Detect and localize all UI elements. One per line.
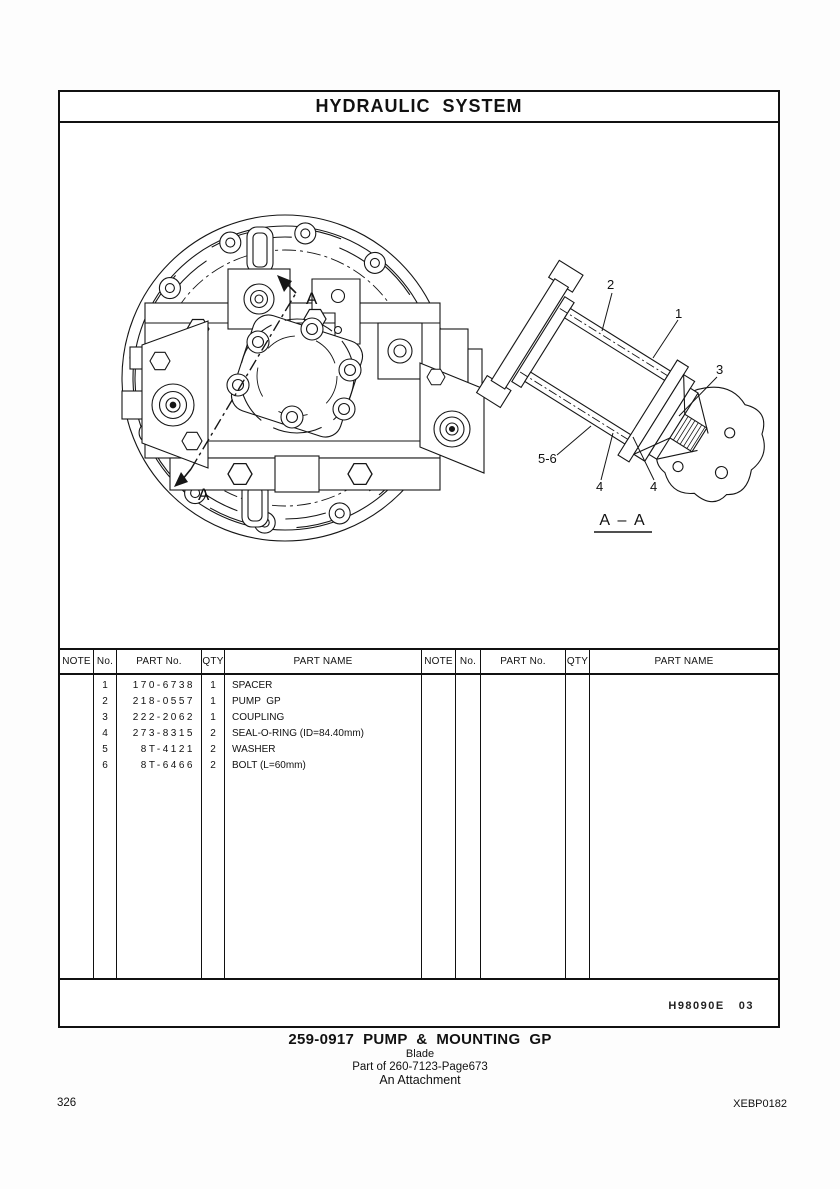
part-name-cell: COUPLING: [232, 712, 285, 723]
page-title: HYDRAULIC SYSTEM: [315, 96, 523, 116]
part-name-cell: SEAL-O-RING (ID=84.40mm): [232, 728, 364, 739]
parts-table: [60, 648, 778, 980]
qty-cell: 1: [210, 712, 216, 723]
col-header-no: No.: [94, 650, 117, 673]
col-header-part-name-2: PART NAME: [654, 656, 714, 667]
publication-code: XEBP0182: [733, 1098, 787, 1110]
plate-code: H98090E: [668, 1000, 725, 1012]
qty-column-2: [566, 675, 590, 978]
no-column: [94, 675, 117, 978]
no-column-2: [456, 675, 481, 978]
part-no-column: [117, 675, 202, 978]
technical-drawing: [60, 123, 778, 648]
part-name-cell: BOLT (L=60mm): [232, 760, 306, 771]
qty-cell: 1: [210, 680, 216, 691]
pump-front-view-drawing: [122, 215, 484, 541]
no-cell: 2: [102, 696, 108, 707]
col-header-part-name: PART NAME: [225, 650, 422, 673]
part-no-column-2: [481, 675, 566, 978]
part-no-cell: 8T-4121: [140, 744, 195, 755]
footer-block: [0, 1031, 840, 1087]
plate-code-strip: [60, 978, 778, 1026]
col-header-no-2: No.: [456, 650, 481, 673]
qty-column: [202, 675, 225, 978]
qty-cell: 2: [210, 728, 216, 739]
section-view-drawing: [477, 260, 778, 539]
col-header-part-no: PART No.: [117, 650, 202, 673]
col-header-qty-2: QTY: [566, 650, 590, 673]
no-cell: 3: [102, 712, 108, 723]
title-bar: [60, 92, 778, 123]
section-view-title: A – A: [599, 512, 647, 529]
part-no-cell: 170-6738: [132, 680, 195, 691]
part-no-cell: 8T-6466: [140, 760, 195, 771]
part-name-column-2: [590, 675, 778, 978]
section-arrow-label-top: A: [306, 289, 318, 308]
callout-2: 2: [607, 277, 615, 292]
page-number: 326: [57, 1097, 77, 1109]
callout-4b: 4: [650, 479, 658, 494]
parts-table-header: [60, 650, 778, 675]
part-name-column: [225, 675, 422, 978]
col-header-part-no-2: PART No.: [481, 650, 566, 673]
section-arrow-label-bottom: A: [198, 485, 210, 504]
col-header-note: NOTE: [60, 650, 94, 673]
part-name-cell: WASHER: [232, 744, 276, 755]
callout-3: 3: [716, 362, 724, 377]
no-cell: 4: [102, 728, 108, 739]
note-column: [60, 675, 94, 978]
no-cell: 1: [102, 680, 108, 691]
parent-reference: Part of 260-7123-Page673: [352, 1061, 488, 1073]
model-name: Blade: [405, 1048, 435, 1060]
qty-cell: 1: [210, 696, 216, 707]
callout-5-6: 5-6: [538, 451, 557, 466]
page-border-box: [58, 90, 780, 1028]
col-header-note-2: NOTE: [422, 650, 456, 673]
parts-table-body: [60, 675, 778, 978]
part-name-cell: PUMP GP: [232, 696, 281, 707]
assembly-title: 259-0917 PUMP & MOUNTING GP: [288, 1031, 552, 1048]
callout-1: 1: [675, 306, 683, 321]
attachment-note: An Attachment: [379, 1073, 461, 1087]
col-header-qty: QTY: [202, 650, 225, 673]
part-no-cell: 273-8315: [132, 728, 195, 739]
callout-4a: 4: [596, 479, 604, 494]
qty-cell: 2: [210, 760, 216, 771]
no-cell: 5: [102, 744, 108, 755]
no-cell: 6: [102, 760, 108, 771]
plate-revision: 03: [738, 1000, 754, 1012]
part-name-cell: SPACER: [232, 680, 273, 691]
note-column-2: [422, 675, 456, 978]
part-no-cell: 222-2062: [132, 712, 195, 723]
qty-cell: 2: [210, 744, 216, 755]
part-no-cell: 218-0557: [132, 696, 195, 707]
